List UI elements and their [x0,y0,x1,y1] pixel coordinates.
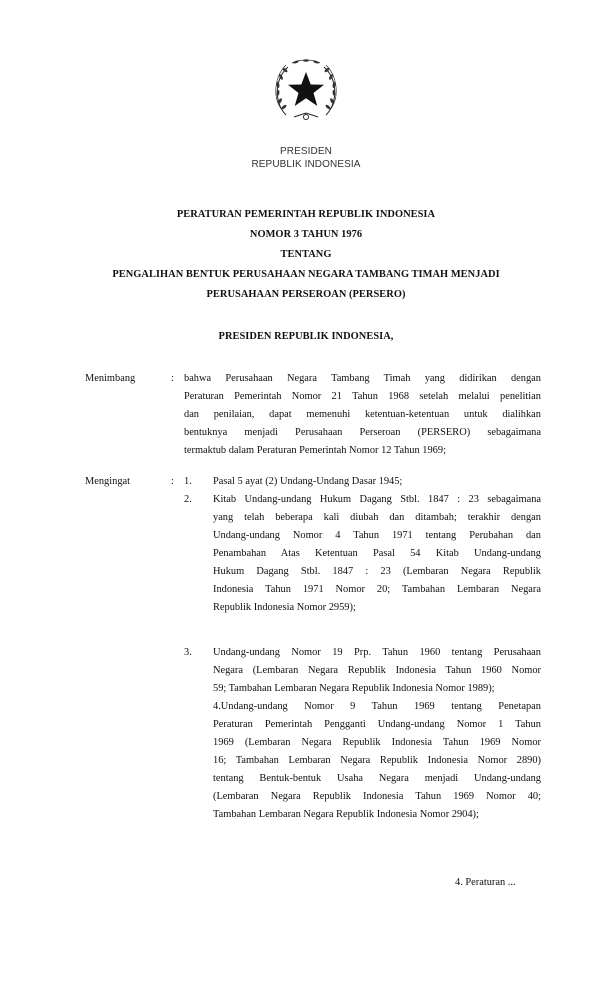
text-line: Undang-undang Nomor 19 Prp. Tahun 1960 tentang Perusahaan [213,647,541,658]
text-line: termaktub dalam Peraturan Pemerintah Nomor 12 Tahun 1969; [184,445,446,456]
menimbang-text [184,370,541,460]
list-number: 1. [184,476,192,487]
garuda-star-emblem-icon [272,57,340,137]
text-line: Kitab Undang-undang Hukum Dagang Stbl. 1847 : 23 sebagaimana [213,494,541,505]
text-line: 4.Undang-undang Nomor 9 Tahun 1969 tentang Penetapan [213,701,541,712]
title-regulation: PERATURAN PEMERINTAH REPUBLIK INDONESIA [176,209,436,220]
text-line: 16; Tambahan Lembaran Negara Republik Indonesia Nomor 2890) [213,755,541,766]
text-line: Pasal 5 ayat (2) Undang-Undang Dasar 1945; [213,476,403,487]
header-presiden: PRESIDEN [280,146,332,157]
text-line: 59; Tambahan Lembaran Negara Republik Indonesia Nomor 1989); [213,683,495,694]
text-line: (Lembaran Negara Republik Indonesia Tahun 1969 Nomor 40; [213,791,541,802]
list-number: 3. [184,647,192,658]
page-continuation: 4. Peraturan ... [455,877,516,888]
mengingat-colon: : [171,476,174,487]
text-line: bentuknya menjadi Perusahaan Perseroan (PERSERO) sebagaimana [184,427,541,438]
text-line: Peraturan Pemerintah Nomor 21 Tahun 1968 setelah melalui penelitian [184,391,541,402]
text-line: yang telah beberapa kali diubah dan ditambah; terakhir dengan [213,512,541,523]
text-line: Undang-undang Nomor 4 Tahun 1971 tentang Perubahan dan [213,530,541,541]
text-line: dan penilaian, dapat memenuhi ketentuan-ketentuan untuk dialihkan [184,409,541,420]
header-republik-indonesia: REPUBLIK INDONESIA [251,159,361,170]
text-line: Indonesia Tahun 1971 Nomor 20; Tambahan Lembaran Negara [213,584,541,595]
title-subject-line1: PENGALIHAN BENTUK PERUSAHAAN NEGARA TAMBANG TIMAH MENJADI [112,269,500,280]
text-line: 1969 (Lembaran Negara Republik Indonesia Tahun 1969 Nomor [213,737,541,748]
mengingat-label: Mengingat [85,476,131,487]
text-line: Hukum Dagang Stbl. 1847 : 23 (Lembaran Negara Republik [213,566,541,577]
opening-presiden: PRESIDEN REPUBLIK INDONESIA, [218,331,394,342]
text-line: Peraturan Pemerintah Pengganti Undang-undang Nomor 1 Tahun [213,719,541,730]
title-tentang: TENTANG [280,249,332,260]
title-number: NOMOR 3 TAHUN 1976 [249,229,363,240]
text-line: bahwa Perusahaan Negara Tambang Timah yang didirikan dengan [184,373,541,384]
mengingat-item-2 [213,491,541,617]
list-number: 2. [184,494,192,505]
text-line: Penambahan Atas Ketentuan Pasal 54 Kitab Undang-undang [213,548,541,559]
title-subject-line2: PERUSAHAAN PERSEROAN (PERSERO) [206,289,406,300]
menimbang-label: Menimbang [85,373,136,384]
text-line: Republik Indonesia Nomor 2959); [213,602,356,613]
text-line: Tambahan Lembaran Negara Republik Indonesia Nomor 2904); [213,809,479,820]
menimbang-colon: : [171,373,174,384]
text-line: tentang Bentuk-bentuk Usaha Negara menjadi Undang-undang [213,773,541,784]
mengingat-item-3 [213,644,541,824]
text-line: Negara (Lembaran Negara Republik Indonesia Tahun 1960 Nomor [213,665,541,676]
mengingat-item-1 [213,473,541,491]
